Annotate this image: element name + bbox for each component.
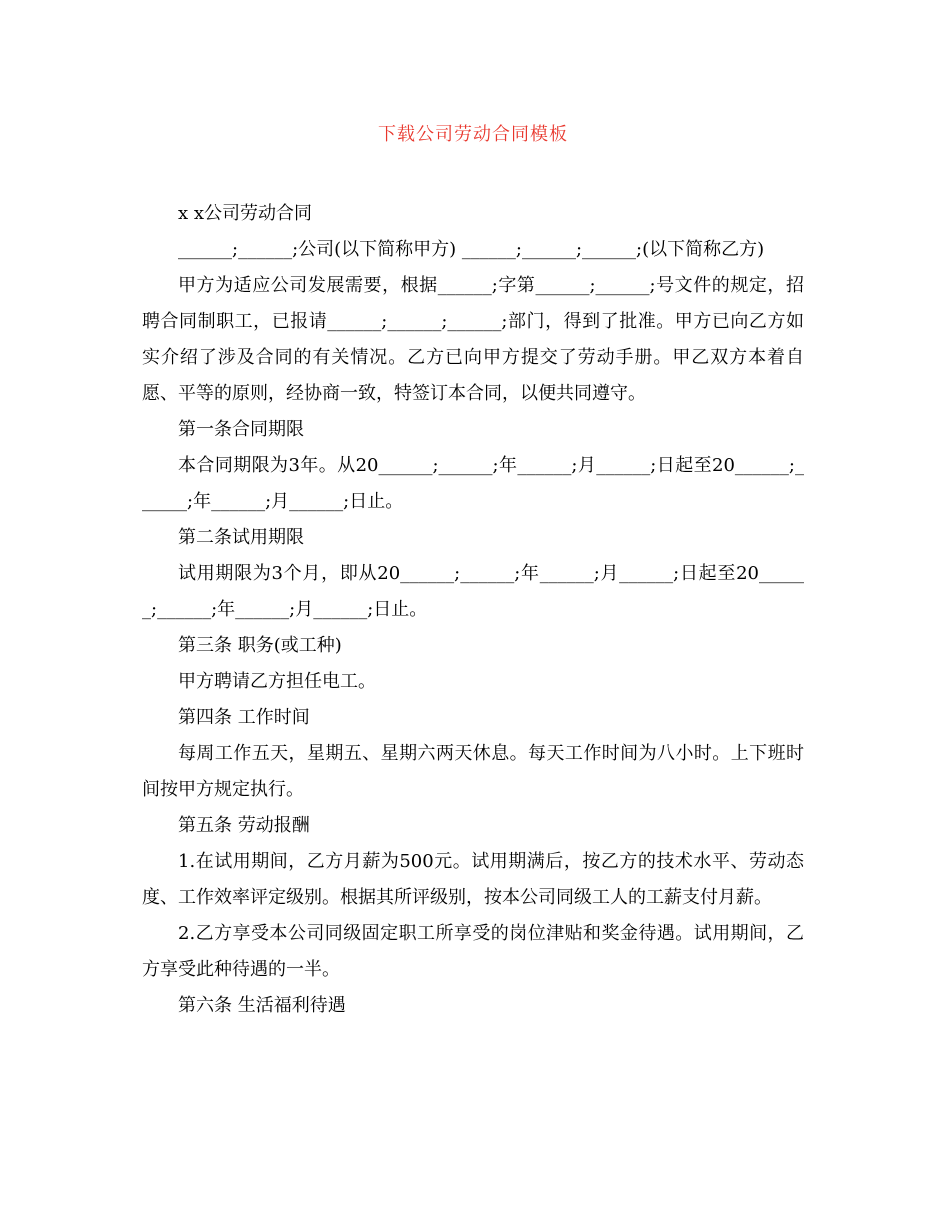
document-title: 下载公司劳动合同模板 — [378, 124, 568, 145]
article-5-heading: 第五条 劳动报酬 — [178, 815, 310, 836]
article-6-heading: 第六条 生活福利待遇 — [178, 995, 346, 1016]
preamble-paragraph: 甲方为适应公司发展需要，根据______;字第______;______;号文件的规定，招聘合同制职工，已报请______;______;______;部门，得到了批准。甲方已向乙方如实介绍了涉及合同的有关情况。乙方已向甲方提交了劳动手册。甲乙双方本着自愿、平等的原则，经协商一致，特签订本合同，以便共同遵守。 — [142, 275, 804, 404]
article-1-body: 本合同期限为3年。从20______;______;年______;月______;日起至20______;______;年______;月______;日止。 — [142, 455, 804, 512]
document-page — [142, 118, 804, 1024]
article-4-heading: 第四条 工作时间 — [178, 707, 310, 728]
article-2-body: 试用期限为3个月，即从20______;______;年______;月______;日起至20______;______;年______;月______;日止。 — [142, 563, 804, 620]
article-5-item-1: 1.在试用期间，乙方月薪为500元。试用期满后，按乙方的技术水平、劳动态度、工作效率评定级别。根据其所评级别，按本公司同级工人的工薪支付月薪。 — [142, 851, 804, 908]
parties-line: ______;______;公司(以下简称甲方) ______;______;______;(以下简称乙方) — [178, 239, 765, 260]
article-3-body: 甲方聘请乙方担任电工。 — [178, 671, 376, 692]
article-3-heading: 第三条 职务(或工种) — [178, 635, 342, 656]
article-2-heading: 第二条试用期限 — [178, 527, 304, 548]
article-5-item-2: 2.乙方享受本公司同级固定职工所享受的岗位津贴和奖金待遇。试用期间，乙方享受此种待遇的一半。 — [142, 923, 804, 980]
contract-name: x x公司劳动合同 — [178, 203, 313, 224]
article-4-body: 每周工作五天，星期五、星期六两天休息。每天工作时间为八小时。上下班时间按甲方规定执行。 — [142, 743, 804, 800]
article-1-heading: 第一条合同期限 — [178, 419, 304, 440]
